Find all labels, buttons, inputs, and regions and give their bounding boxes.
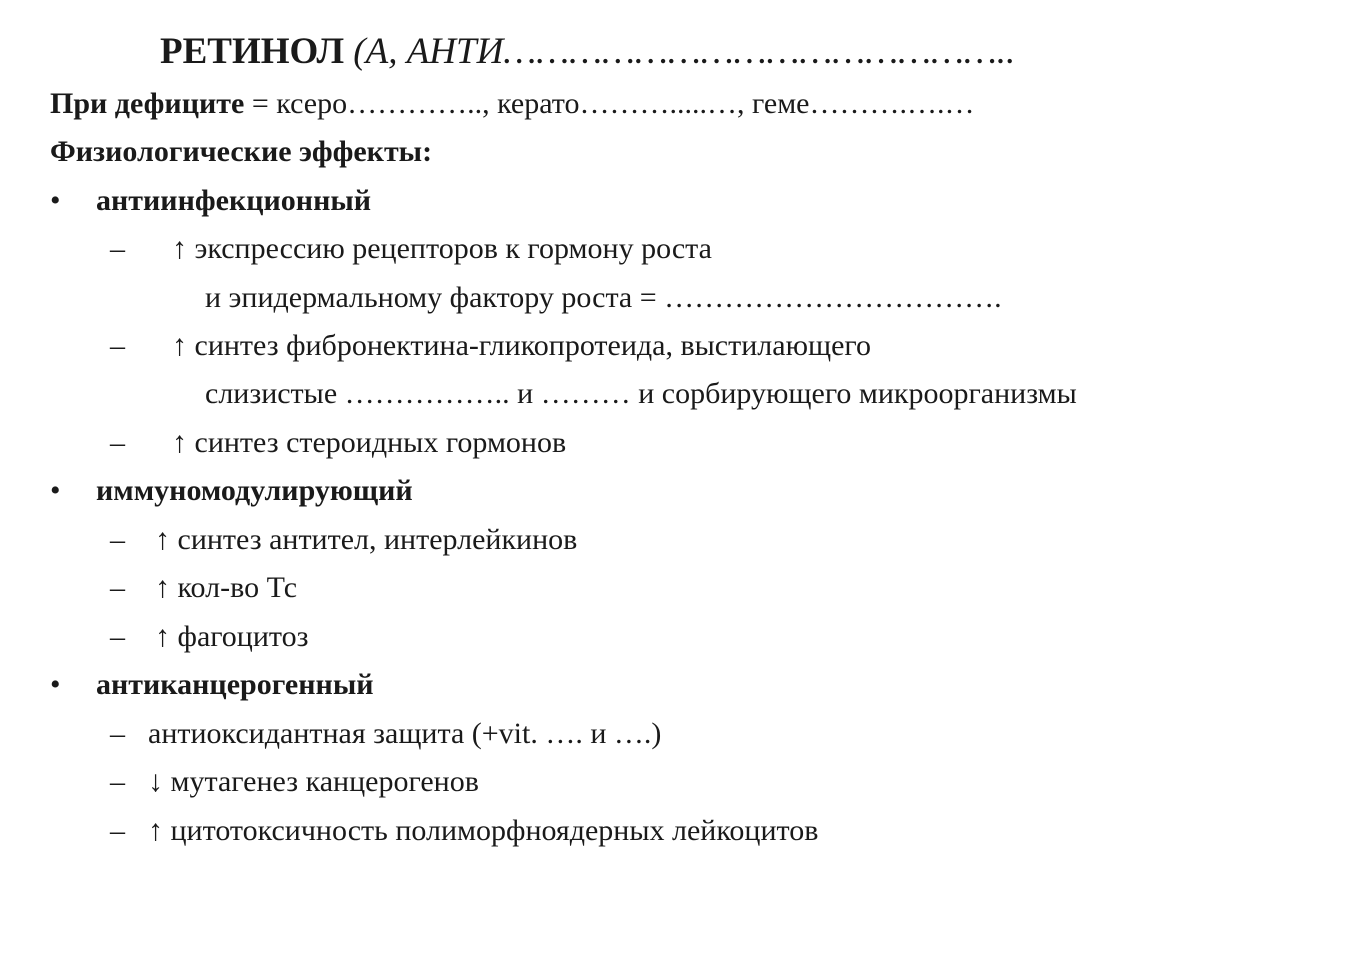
bullet-marker: • (50, 668, 61, 701)
list-item: ↑ синтез фибронектина-гликопротеида, выстилающего (172, 329, 871, 362)
title-subtitle: (А, АНТИ……………………………………….. (353, 31, 1016, 72)
list-item-continuation: слизистые …………….. и ……… и сорбирующего микроорганизмы (205, 377, 1077, 410)
section-heading-anticarcinogenic: антиканцерогенный (96, 668, 374, 701)
dash-marker: – (110, 571, 125, 604)
deficit-text: = ксеро………….., керато……….....…, геме……….….… (244, 87, 975, 120)
dash-marker: – (110, 426, 125, 459)
dash-marker: – (110, 765, 125, 798)
list-item: ↑ цитотоксичность полиморфноядерных лейкоцитов (148, 814, 819, 847)
list-item: ↑ синтез антител, интерлейкинов (155, 523, 578, 556)
bullet-marker: • (50, 184, 61, 217)
deficit-line (50, 86, 975, 122)
title-main: РЕТИНОЛ (160, 31, 345, 72)
dash-marker: – (110, 620, 125, 653)
section-heading-immunomodulating: иммуномодулирующий (96, 474, 413, 507)
list-item: ↑ экспрессию рецепторов к гормону роста (172, 232, 712, 265)
dash-marker: – (110, 814, 125, 847)
bullet-marker: • (50, 474, 61, 507)
list-item: ↑ фагоцитоз (155, 620, 309, 653)
list-item: ↑ кол-во Тс (155, 571, 298, 604)
list-item: ↓ мутагенез канцерогенов (148, 765, 479, 798)
list-item: антиоксидантная защита (+vit. …. и ….) (148, 717, 662, 750)
effects-heading: Физиологические эффекты: (50, 135, 433, 168)
deficit-label: При дефиците (50, 87, 245, 120)
dash-marker: – (110, 523, 125, 556)
dash-marker: – (110, 717, 125, 750)
section-heading-antiinfection: антиинфекционный (96, 184, 372, 217)
dash-marker: – (110, 329, 125, 362)
list-item: ↑ синтез стероидных гормонов (172, 426, 567, 459)
dash-marker: – (110, 232, 125, 265)
page-title (160, 30, 1015, 74)
list-item-continuation: и эпидермальному фактору роста = ……………………………. (205, 281, 1002, 314)
